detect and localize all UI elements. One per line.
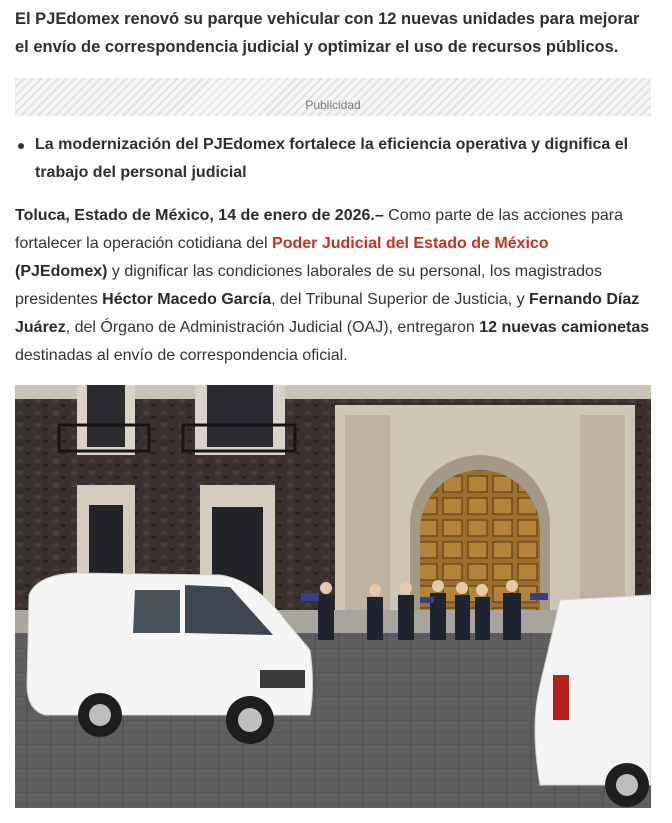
bullet-dot — [18, 143, 24, 149]
ad-label: Publicidad — [305, 98, 361, 112]
name-hector-macedo: Héctor Macedo García — [102, 291, 272, 308]
highlight-item — [15, 131, 655, 187]
paragraph-text: , del Tribunal Superior de Justicia, y — [271, 291, 530, 308]
article-lead: El PJEdomex renovó su parque vehicular con 12 nuevas unidades para mejorar el envío de correspondencia judicial y optimizar el uso de recursos públicos. — [15, 10, 640, 56]
paragraph-text: y dignificar las condiciones laborales de su personal, los magistrados presidentes — [15, 263, 602, 308]
vans-delivery-photo — [15, 385, 651, 808]
pjedomex-link[interactable]: Poder Judicial del Estado de México — [272, 235, 549, 252]
name-fernando-diaz: Fernando Díaz Juárez — [15, 291, 640, 336]
dateline: Toluca, Estado de México, 14 de enero de 2026.– — [15, 207, 384, 224]
ad-placeholder — [15, 78, 651, 116]
paragraph-text: , del Órgano de Administración Judicial (OAJ), entregaron — [65, 319, 480, 336]
pjedomex-abbr: (PJEdomex) — [15, 263, 108, 280]
paragraph-text: destinadas al envío de correspondencia oficial. — [15, 347, 348, 364]
highlights-list — [15, 131, 655, 187]
article-photo — [15, 385, 651, 808]
vehicle-count: 12 nuevas camionetas — [479, 319, 650, 336]
paragraph-text: Como parte de las acciones para fortalecer la operación cotidiana del — [15, 207, 623, 252]
article-paragraph — [15, 202, 657, 370]
highlight-text: La modernización del PJEdomex fortalece la eficiencia operativa y dignifica el trabajo del personal judicial — [35, 136, 629, 181]
